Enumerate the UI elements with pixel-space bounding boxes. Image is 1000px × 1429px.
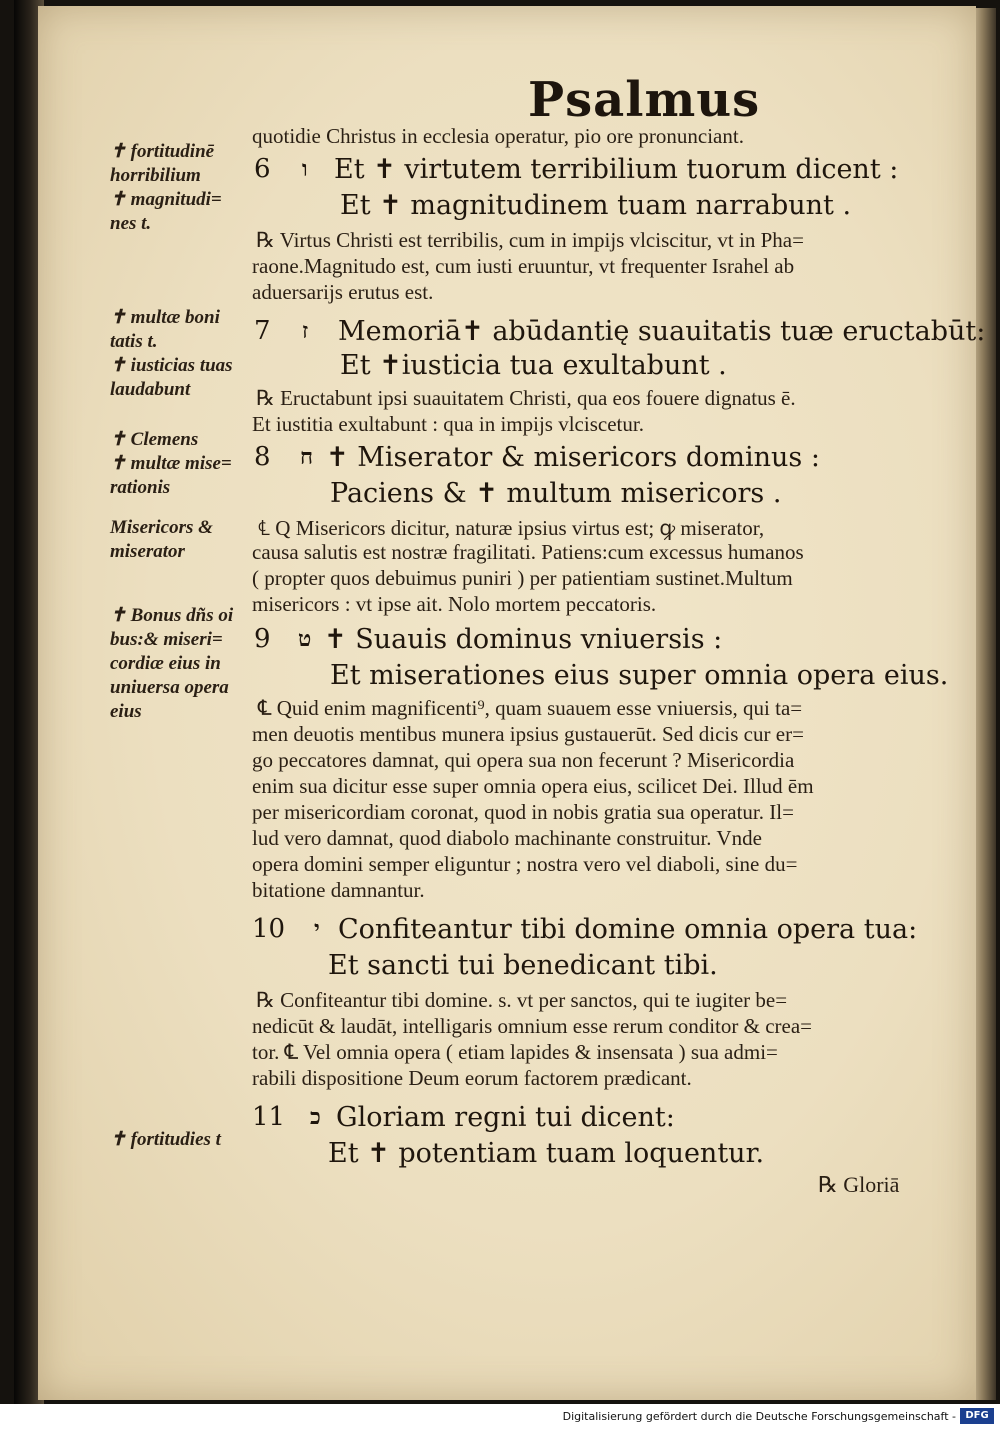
commentary-line: tor. ℄ Vel omnia opera ( etiam lapides & insensata ) sua admi=: [252, 1040, 778, 1064]
verse-line: Et ✝ virtutem terribilium tuorum dicent :: [334, 154, 899, 185]
verse-line: Et ✝ potentiam tuam loquentur.: [328, 1138, 765, 1169]
hebrew-letter: ו: [302, 156, 308, 182]
margin-note-line: ✝ fortitudinē: [110, 141, 215, 162]
commentary-line: go peccatores damnat, qui opera sua non fecerunt ? Misericordia: [252, 748, 795, 772]
hebrew-letter: י: [314, 916, 320, 942]
verse-line: Gloriam regni tui dicent:: [336, 1102, 675, 1133]
margin-note-line: nes t.: [110, 213, 152, 234]
catchword: ℞ Gloriā: [818, 1172, 900, 1197]
margin-note: [110, 604, 233, 724]
hebrew-letter: ח: [300, 444, 314, 470]
margin-note-line: ✝ Clemens: [110, 429, 199, 450]
verse-line: ✝ Suauis dominus vniuersis :: [324, 624, 723, 655]
margin-note-line: Misericors &: [110, 517, 213, 538]
margin-note-line: ✝ iusticias tuas: [110, 355, 233, 376]
verse-line: Et ✝ magnitudinem tuam narrabunt .: [340, 190, 852, 221]
book-page: [38, 6, 986, 1400]
hebrew-letter: כ: [310, 1104, 321, 1130]
commentary-line: raone.Magnitudo est, cum iusti eruuntur, vt frequenter Israhel ab: [252, 254, 795, 278]
margin-note-line: uniuersa opera: [110, 677, 229, 698]
verse-line: Et ✝iusticia tua exultabunt .: [340, 350, 727, 381]
verse-number: 6: [254, 154, 271, 184]
commentary-line: ℞ Virtus Christi est terribilis, cum in impijs vlciscitur, vt in Pha=: [256, 228, 804, 252]
running-head: Psalmus: [528, 72, 761, 128]
dfg-logo: DFG: [960, 1408, 994, 1424]
margin-note: [110, 516, 213, 564]
verse-number: 7: [254, 316, 271, 346]
margin-note: [110, 1128, 221, 1152]
margin-note: [110, 306, 233, 402]
margin-note-line: miserator: [110, 541, 185, 562]
margin-note-line: tatis t.: [110, 331, 158, 352]
verse-line: Et miserationes eius super omnia opera eius.: [330, 660, 949, 691]
commentary-line: ( propter quos debuimus puniri ) per patientiam sustinet.Multum: [252, 566, 793, 590]
margin-note: [110, 140, 222, 236]
commentary-line: bitatione damnantur.: [252, 878, 425, 902]
margin-note-line: ✝ fortitudies t: [110, 1129, 221, 1150]
hebrew-letter: ט: [298, 626, 312, 652]
commentary-line: men deuotis mentibus munera ipsius gustauerūt. Sed dicis cur er=: [252, 722, 804, 746]
margin-note-line: horribilium: [110, 165, 201, 186]
commentary-line: opera domini semper eliguntur ; nostra vero vel diaboli, sine du=: [252, 852, 798, 876]
margin-note-line: ✝ magnitudi=: [110, 189, 222, 210]
verse-number: 11: [252, 1102, 286, 1132]
commentary-line: lud vero damnat, quod diabolo machinante construitur. Vnde: [252, 826, 762, 850]
margin-note-line: rationis: [110, 477, 171, 498]
margin-note-line: laudabunt: [110, 379, 191, 400]
commentary-line: quotidie Christus in ecclesia operatur, pio ore pronunciant.: [252, 124, 744, 148]
margin-note-line: ✝ multæ mise=: [110, 453, 232, 474]
commentary-line: per misericordiam coronat, quod in nobis gratia sua operatur. Il=: [252, 800, 794, 824]
verse-number: 9: [254, 624, 271, 654]
verse-number: 10: [252, 914, 286, 944]
commentary-line: rabili dispositione Deum eorum factorem prædicant.: [252, 1066, 692, 1090]
digitization-footer: [0, 1404, 1000, 1429]
verse-line: Confiteantur tibi domine omnia opera tua:: [338, 914, 918, 945]
margin-note-line: cordiæ eius in: [110, 653, 221, 674]
verse-number: 8: [254, 442, 271, 472]
commentary-line: ℄ Q Misericors dicitur, naturæ ipsius virtus est; ꝙ miserator,: [258, 516, 765, 540]
commentary-line: aduersarijs erutus est.: [252, 280, 434, 304]
commentary-line: enim sua dicitur esse super omnia opera eius, scilicet Dei. Illud ēm: [252, 774, 814, 798]
margin-note-line: bus:& miseri=: [110, 629, 223, 650]
hebrew-letter: ז: [302, 318, 309, 344]
commentary-line: misericors : vt ipse ait. Nolo mortem peccatoris.: [252, 592, 657, 616]
verse-line: Memoriā✝ abūdantię suauitatis tuæ eructabūt:: [338, 316, 986, 347]
commentary-line: ℞ Eructabunt ipsi suauitatem Christi, qua eos fouere dignatus ē.: [256, 386, 796, 410]
margin-note-line: ✝ Bonus dñs oi: [110, 605, 234, 626]
commentary-line: causa salutis est nostræ fragilitati. Patiens:cum excessus humanos: [252, 540, 804, 564]
commentary-line: nedicūt & laudāt, intelligaris omnium esse rerum conditor & crea=: [252, 1014, 813, 1038]
margin-note-line: eius: [110, 701, 142, 722]
verse-line: Et sancti tui benedicant tibi.: [328, 950, 718, 981]
margin-note-line: ✝ multæ boni: [110, 307, 220, 328]
commentary-line: Et iustitia exultabunt : qua in impijs vlciscetur.: [252, 412, 644, 436]
funding-credit: Digitalisierung gefördert durch die Deutsche Forschungsgemeinschaft -: [562, 1410, 956, 1423]
verse-line: ✝ Miserator & misericors dominus :: [326, 442, 820, 473]
verse-line: Paciens & ✝ multum misericors .: [330, 478, 782, 509]
margin-note: [110, 428, 232, 500]
commentary-line: ℞ Confiteantur tibi domine. s. vt per sanctos, qui te iugiter be=: [256, 988, 788, 1012]
commentary-line: ℄ Quid enim magnificenti⁹, quam suauem esse vniuersis, qui ta=: [258, 696, 803, 720]
